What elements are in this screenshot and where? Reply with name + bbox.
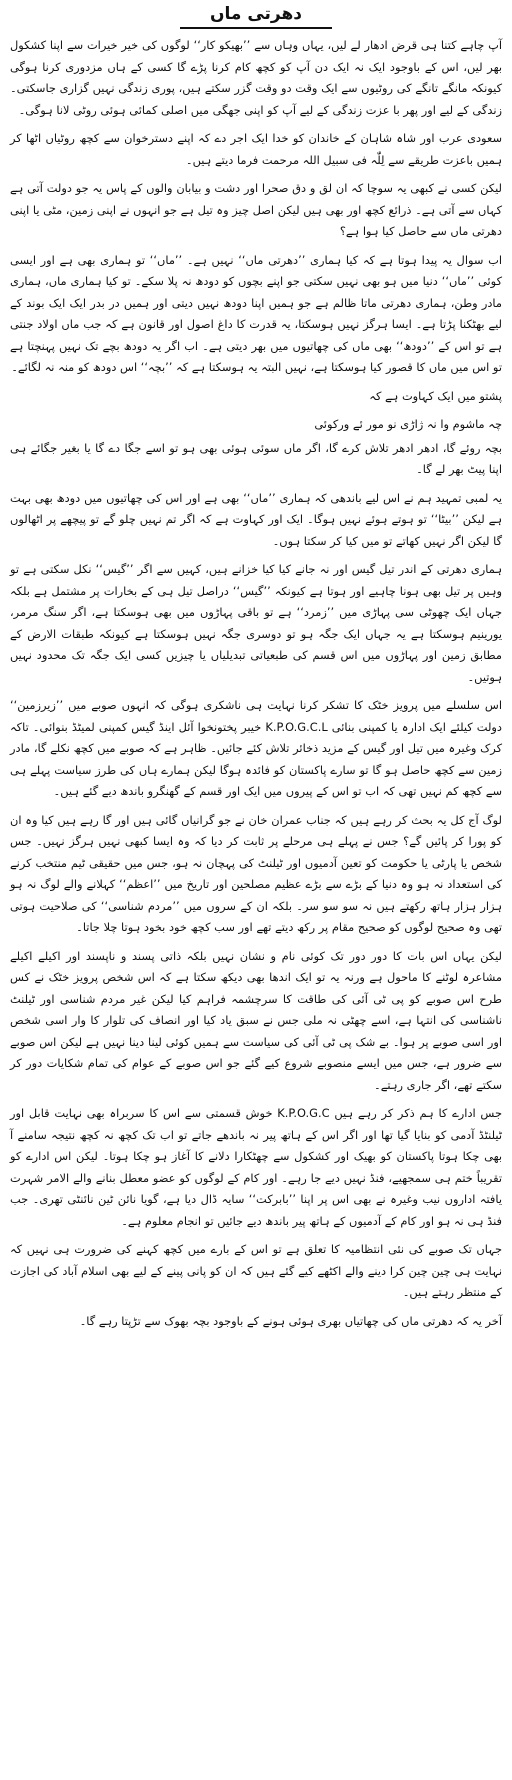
paragraph: لیکن یہاں اس بات کا دور دور تک کوئی نام و نشان نہیں بلکہ ذاتی پسند و ناپسند اور اکیلے اکیلے مشاعرہ لوٹنے کا ماحول ہے ورنہ یہ تو ایک اندھا بھی دیکھ سکتا ہے کہ اس شخص پرویز خٹک نے کس طرح اس صوبے کو پی ٹی آئی کی طاقت کا سرچشمہ فراہم کیا لیکن غیر مردم شناسی اور ٹیلنٹ ناشناسی کی انتہا ہے، اسے چھٹی نہ ملی جس نے سبق یاد کیا اور انصاف کی تلوار کا وار اسی شخص اور اسی صوبے پر ہوا۔ بے شک پی ٹی آئی کی سیاست سے ہمیں کوئی لینا دینا نہیں ہے لیکن اس صوبے سے ضرور ہے، جس میں ایسے منصوبے شروع کیے گئے جو اس صوبے کے عوام کی تمام شکایات دور کر سکتے تھے، اگر جاری رہتے۔	[10, 948, 502, 1092]
paragraph: جس ادارے کا ہم ذکر کر رہے ہیں K.P.O.G.C خوش قسمتی سے اس کا سربراہ بھی نہایت قابل اور ٹیلنٹڈ آدمی کو بنایا گیا تھا اور اگر اس کے ہاتھ پیر نہ باندھے جاتے تو اب تک کچھ نہ کچھ نتیجہ سامنے آ بھی چکا ہوتا پاکستان کو بھیک اور کشکول سے چھٹکارا دلانے کا آغاز ہو چکا ہوتا۔ لیکن اس ادارے کو تقریباً ختم ہی سمجھیے، فنڈ نہیں دیے جا رہے۔ اور کام کے لوگوں کو عضو معطل بنانے والے الامر شہرت یافتہ اداروں نیب وغیرہ نے بھی اس پر اپنا ’’بابرکت‘‘ سایہ ڈال دیا ہے، گویا نائن ٹین نائنٹی تھری۔ جب فنڈ ہی نہ ہو اور کام کے آدمیوں کے ہاتھ پیر باندھ دیے جائیں تو انجام معلوم ہے۔	[10, 1106, 502, 1228]
paragraph: اس سلسلے میں پرویز خٹک کا تشکر کرنا نہایت ہی ناشکری ہوگی کہ انہوں صوبے میں ’’زیرزمین‘‘ دولت کیلئے ایک ادارہ یا کمپنی بنائی K.P.O.G.C.L خیبر پختونخوا آئل اینڈ گیس کمپنی لمیٹڈ بنوائی۔ تاکہ کرک وغیرہ میں تیل اور گیس کے مزید ذخائر تلاش کئے جائیں۔ ظاہر ہے کہ صوبے میں کچھ نکلے گا، مادر زمین سے کچھ حاصل ہو گا تو سارے پاکستان کو فائدہ ہوگا لیکن ہمارے ہاں کی طرز سیاست پہلے ہی سے کچھ کم نہیں تھی کہ اب تو اس کے پیروں میں ایک اور قسم کے گھنگرو باندھ دیے گئے ہیں۔	[10, 698, 502, 798]
pashto-proverb: چہ ماشوم وا نہ ژاڑی نو مور ئے ورکوئی	[314, 417, 502, 431]
proverb-translation: بچہ روئے گا، ادھر ادھر تلاش کرے گا، اگر ماں سوئی ہوئی بھی ہو تو اسے جگا دے گا یا بغیر جگائے ہی اپنا پیٹ بھر لے گا۔	[10, 440, 502, 476]
article-title: دھرتی ماں	[180, 4, 332, 29]
paragraph: لیکن کسی نے کبھی یہ سوچا کہ ان لق و دق صحرا اور دشت و بیابان والوں کے پاس یہ جو دولت آتی ہے کہاں سے آتی ہے۔ ذرائع کچھ اور بھی ہیں لیکن اصل چیز وہ تیل ہے جو انہوں نے اپنی زمین، مٹی یا اپنی دھرتی ماں سے حاصل کیا ہوا ہے؟	[10, 181, 502, 238]
paragraph: پشتو میں ایک کہاوت ہے کہ	[369, 388, 502, 403]
paragraph: آخر یہ کہ دھرتی ماں کی چھاتیاں بھری ہوئی ہونے کے باوجود بچہ بھوک سے تڑپتا رہے گا۔	[79, 1313, 502, 1328]
paragraph: یہ لمبی تمہید ہم نے اس لیے باندھی کہ ہماری ’’ماں‘‘ بھی ہے اور اس کی چھاتیوں میں دودھ بھی بہت ہے لیکن ’’بیٹا‘‘ تو ہوتے ہوئے نہیں ہوگا۔ ایک اور کہاوت ہے کہ اگر تم نہیں چلو گے تو پیچھے پر اٹھالوں گا لیکن اگر نہیں کھاتے تو میں کیا کر سکتا ہوں۔	[10, 490, 502, 548]
title-wrap	[10, 4, 502, 29]
paragraph: سعودی عرب اور شاہ شاہان کے خاندان کو خدا ایک اجر دے کہ اپنے دسترخوان سے کچھ روٹیاں اٹھا کر ہمیں باعزت طریقے سے لِلّٰہ فی سبیل اللہ مرحمت فرما دیتے ہیں۔	[10, 131, 502, 167]
paragraph: آپ چاہے کتنا ہی قرض ادھار لے لیں، یہاں وہاں سے ’’بھیکو کار‘‘ لوگوں کی خیر خیرات سے اپنا کشکول بھر لیں، اس کے باوجود ایک نہ ایک دن آپ کو کچھ کام کرنا پڑے گا کسی کے ہاں مزدوری کرنا ہوگی کیونکہ مانگے تانگے کی روٹیوں سے ایک وقت دو وقت گزر سکتے ہیں، پوری زندگی نہیں گزاری جاسکتی۔ زندگی کے لیے اور پھر با عزت زندگی کے لیے آپ کو اپنی جھگی میں اصلی کمائی ہوئی روٹی لانا ہوگی۔	[10, 38, 502, 117]
paragraph: اب سوال یہ پیدا ہوتا ہے کہ کیا ہماری ’’دھرتی ماں‘‘ نہیں ہے۔ ’’ماں‘‘ تو ہماری بھی ہے اور ایسی کوئی ’’ماں‘‘ دنیا میں ہو بھی نہیں سکتی جو اپنے بچوں کو دودھ نہ پلا سکے۔ تو کیا ہماری ماں، ہماری مادر وطن، ہماری دھرتی ماتا ظالم ہے جو ہمیں اپنا دودھ نہیں دیتی اور ہمیں در بدر ایک ایک بوند کے لیے بھٹکنا پڑتا ہے۔ ایسا ہرگز نہیں ہوسکتا، یہ قدرت کا داغ اصول اور قانون ہے کہ جب ماں اولاد جنتی ہے تو اس کے ’’دودھ‘‘ بھی ماں کی چھاتیوں میں بھر دیتی ہے۔ اب اگر یہ دودھ بچے تک نہیں پہنچتا ہے تو اس میں ماں کا قصور کیا ہوسکتا ہے، نہیں البتہ یہ ہوسکتا ہے کہ ’’بچہ‘‘ اس دودھ کو منہ نہ لگائے۔	[10, 252, 502, 374]
paragraph: لوگ آج کل یہ بحث کر رہے ہیں کہ جناب عمران خان نے جو گرانیاں گائی ہیں اور گا رہے ہیں کیا وہ ان کو پورا کر پائیں گے؟ جس نے پہلے ہی مرحلے پر ثابت کر دیا کہ وہ ایسا کبھی نہیں ہرگز نہیں۔ جس شخص یا پارٹی یا حکومت کو تعین آدمیوں اور ٹیلنٹ کی پہچان نہ ہو، جس میں حقیقی ٹیم منتخب کرنے کی استعداد نہ ہو وہ دنیا کے بڑے سے بڑے عظیم مصلحین اور تاریخ میں ’’اعظم‘‘ کہلانے والے لوگ نہ ہو ہزار ہزار ہاتھ رکھتے ہیں نہ سو سو سر۔ بلکہ ان کے سروں میں ’’مردم شناسی‘‘ کی صلاحیت ہوتی تھی وہ صحیح لوگوں کو صحیح مقام پر رکھ دیتے تھے اور سب کچھ خود بخود ہوتا چلا جاتا۔	[10, 812, 502, 934]
paragraph: ہماری دھرتی کے اندر تیل گیس اور نہ جانے کیا کیا خزانے ہیں، کہیں سے اگر ’’گیس‘‘ نکل سکتی ہے تو وہیں پر تیل بھی ہونا چاہیے اور ہوتا ہے کیونکہ ’’گیس‘‘ دراصل تیل ہی کے بخارات پر مشتمل ہے بلکہ جہاں ایک چھوٹی سی پہاڑی میں ’’زمرد‘‘ ہے تو باقی پہاڑوں میں بھی ہوسکتا ہے، اگر سنگ مرمر، یورینیم ہوسکتا ہے یہ جہاں ایک جگہ ہو تو دوسری جگہ نہیں ہوسکتا ہے کیونکہ طبقات الارض کے مطابق زمین اور پہاڑوں میں اس قسم کی طبعیاتی تبدیلیاں یا چیزیں کسی ایک جگہ تک محدود نہیں ہوتیں۔	[10, 562, 502, 684]
paragraph: جہاں تک صوبے کی نئی انتظامیہ کا تعلق ہے تو اس کے بارے میں کچھ کہنے کی ضرورت ہی نہیں کہ نہایت ہی چین چین کرا دینے والے اکٹھے کیے گئے ہیں کہ ان کو پانی پینے کے لیے بھی اسلام آباد کی اجازت کے منتظر رہتے ہیں۔	[10, 1242, 502, 1299]
